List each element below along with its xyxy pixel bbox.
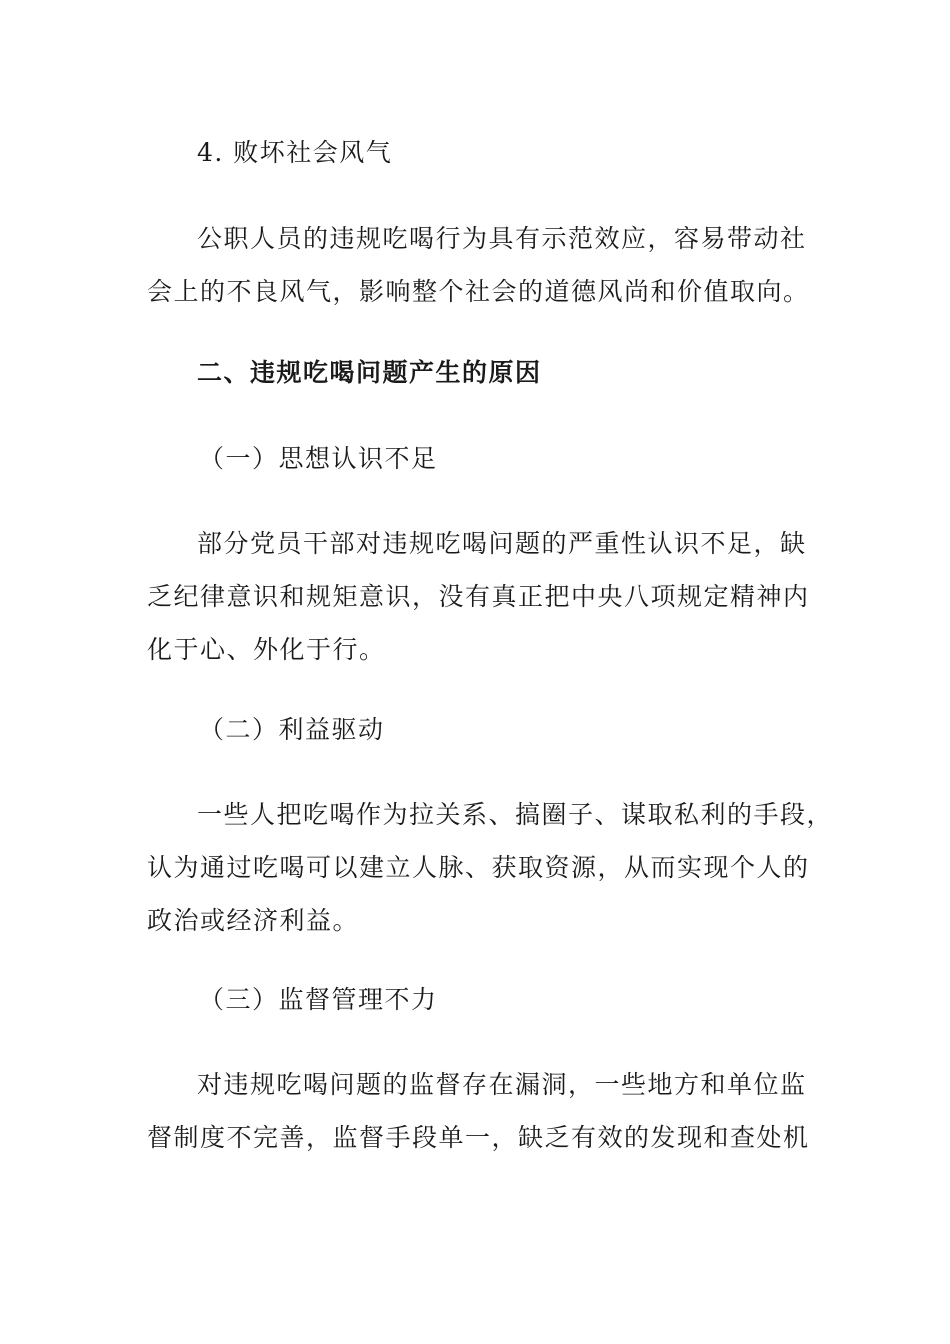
item4-paragraph (147, 212, 810, 318)
paragraph-line: 督制度不完善，监督手段单一，缺乏有效的发现和查处机 (147, 1123, 810, 1152)
section-heading-text: 二、违规吃喝问题产生的原因 (197, 358, 542, 387)
subsection-title-text: （二）利益驱动 (199, 715, 385, 744)
subsection-3-title (147, 973, 859, 1026)
section-heading (147, 346, 857, 399)
subsection-2-paragraph (147, 788, 834, 947)
item4-title (147, 126, 857, 179)
paragraph-line: 政治或经济利益。 (147, 906, 360, 935)
paragraph-line: 乏纪律意识和规矩意识，没有真正把中央八项规定精神内 (147, 582, 810, 611)
paragraph-line: 对违规吃喝问题的监督存在漏洞，一些地方和单位监 (197, 1070, 807, 1099)
paragraph-line: 化于心、外化于行。 (147, 635, 386, 664)
paragraph-line: 会上的不良风气，影响整个社会的道德风尚和价值取向。 (147, 277, 810, 306)
subsection-1-paragraph (147, 517, 810, 676)
item4-title-text: 4. 败坏社会风气 (197, 138, 393, 167)
paragraph-line: 公职人员的违规吃喝行为具有示范效应，容易带动社 (197, 224, 807, 253)
paragraph-line: 部分党员干部对违规吃喝问题的严重性认识不足，缺 (197, 529, 807, 558)
subsection-2-title (147, 703, 859, 756)
paragraph-line: 一些人把吃喝作为拉关系、搞圈子、谋取私利的手段， (197, 800, 834, 829)
subsection-1-title (147, 432, 859, 485)
paragraph-line: 认为通过吃喝可以建立人脉、获取资源，从而实现个人的 (147, 853, 810, 882)
subsection-3-paragraph (147, 1058, 810, 1164)
subsection-title-text: （一）思想认识不足 (199, 444, 438, 473)
subsection-title-text: （三）监督管理不力 (199, 985, 438, 1014)
